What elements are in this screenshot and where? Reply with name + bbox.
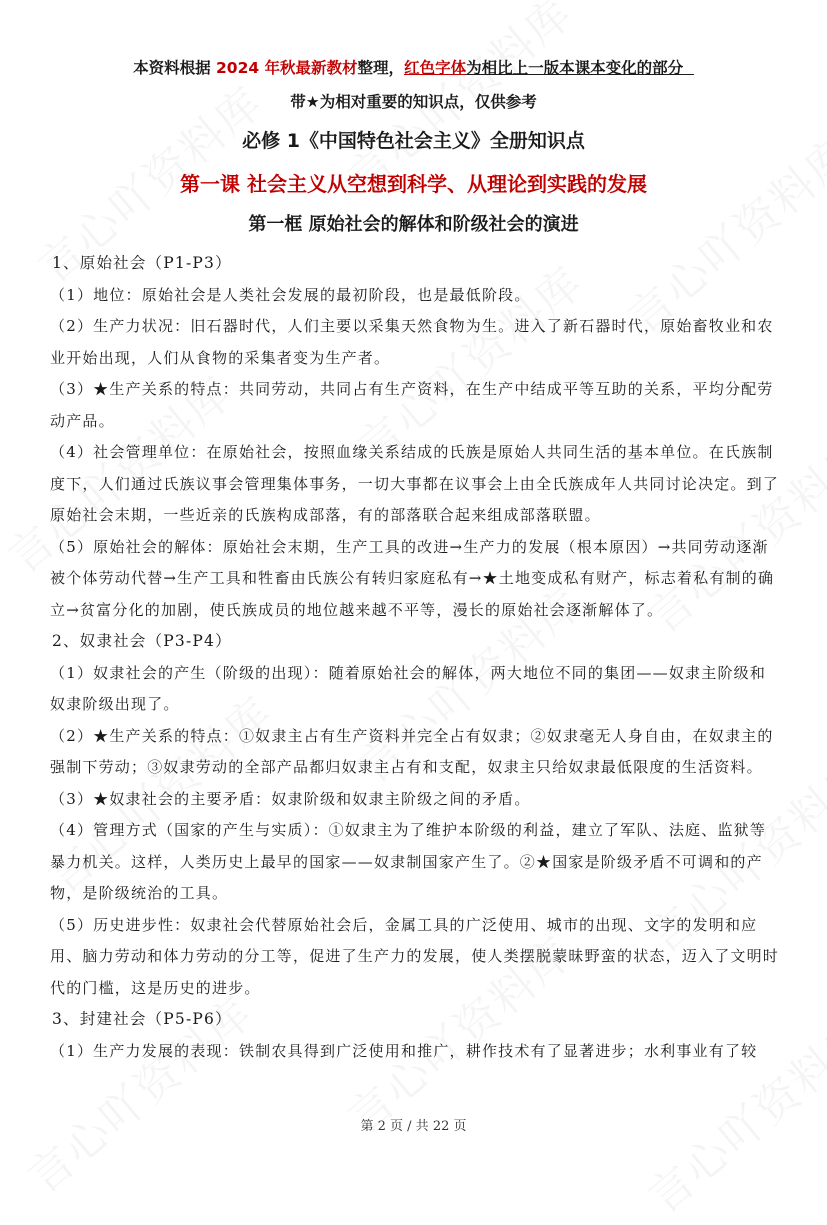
underline-trail: [683, 59, 694, 77]
header-underlined-text: 为相比上一版本课本变化的部分: [466, 59, 684, 77]
paragraph: （1）奴隶社会的产生（阶级的出现）：随着原始社会的解体，两大地位不同的集团——奴隶主阶级和奴隶阶级出现了。: [50, 663, 767, 713]
header-red-text: 2024 年秋最新教材: [216, 59, 358, 77]
paragraph: （4）管理方式（国家的产生与实质）：①奴隶主为了维护本阶级的利益，建立了军队、法庭、监狱等暴力机关。这样，人类历史上最早的国家——奴隶制国家产生了。②★国家是阶级矛盾不可调和的产物，是阶级统治的工具。: [50, 821, 767, 902]
content-body: [50, 248, 780, 1067]
paragraph: （1）地位：原始社会是人类社会发展的最初阶段，也是最低阶段。: [50, 285, 531, 304]
header-red-underlined-text: 红色字体: [404, 59, 467, 77]
paragraph: （2）生产力状况：旧石器时代，人们主要以采集天然食物为生。进入了新石器时代，原始畜牧业和农业开始出现，人们从食物的采集者变为生产者。: [50, 317, 774, 367]
section-heading: 2、奴隶社会（P3-P4）: [52, 632, 232, 650]
paragraph: （2）★生产关系的特点：①奴隶主占有生产资料并完全占有奴隶；②奴隶毫无人身自由，在奴隶主的强制下劳动；③奴隶劳动的全部产品都归奴隶主占有和支配，奴隶主只给奴隶最低限度的生活资料。: [50, 726, 774, 776]
paragraph: （3）★生产关系的特点：共同劳动，共同占有生产资料，在生产中结成平等互助的关系，平均分配劳动产品。: [50, 380, 774, 430]
page-number: 第 2 页 / 共 22 页: [360, 1119, 467, 1134]
paragraph: （1）生产力发展的表现：铁制农具得到广泛使用和推广，耕作技术有了显著进步；水利事业有了较: [50, 1041, 758, 1060]
section-feudal-society: [50, 1004, 780, 1067]
header-text: 本资料根据: [133, 59, 216, 77]
header-star-note: 带★为相对重要的知识点，仅供参考: [290, 93, 537, 111]
section-primitive-society: [50, 248, 780, 626]
header-note: [0, 56, 827, 78]
paragraph: （3）★奴隶社会的主要矛盾：奴隶阶级和奴隶主阶级之间的矛盾。: [50, 789, 531, 808]
paragraph: （5）历史进步性：奴隶社会代替原始社会后，金属工具的广泛使用、城市的出现、文字的发明和应用、脑力劳动和体力劳动的分工等，促进了生产力的发展，使人类摆脱蒙昧野蛮的状态，迈入了文明时代的门槛，这是历史的进步。: [50, 915, 780, 997]
frame-title: 第一框 原始社会的解体和阶级社会的演进: [248, 214, 579, 235]
section-heading: 3、封建社会（P5-P6）: [52, 1010, 232, 1028]
header-text: 整理，: [357, 59, 405, 77]
section-slave-society: [50, 626, 780, 1004]
paragraph: （4）社会管理单位：在原始社会，按照血缘关系结成的氏族是原始人共同生活的基本单位。在氏族制度下，人们通过氏族议事会管理集体事务，一切大事都在议事会上由全氏族成年人共同讨论决定。到了原始社会末期，一些近亲的氏族构成部落，有的部落联合起来组成部落联盟。: [50, 443, 780, 524]
lesson-title: 第一课 社会主义从空想到科学、从理论到实践的发展: [180, 172, 647, 196]
paragraph: （5）原始社会的解体：原始社会末期，生产工具的改进→生产力的发展（根本原因）→共同劳动逐渐被个体劳动代替→生产工具和牲畜由氏族公有转归家庭私有→★土地变成私有财产，标志着私有制的确立→贫富分化的加剧，使氏族成员的地位越来越不平等，漫长的原始社会逐渐解体了。: [50, 537, 775, 619]
document-title: 必修 1《中国特色社会主义》全册知识点: [242, 130, 585, 152]
section-heading: 1、原始社会（P1-P3）: [52, 254, 232, 272]
